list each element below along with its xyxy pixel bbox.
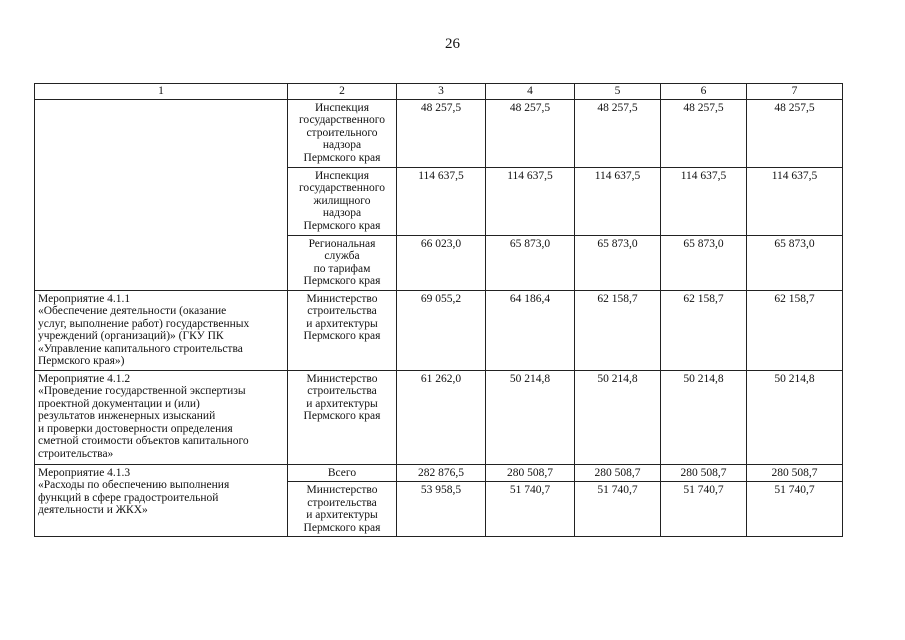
value-cell: 51 740,7 xyxy=(747,482,843,537)
value-cell: 65 873,0 xyxy=(747,235,843,290)
executor-cell: Инспекция государственного жилищного надзора Пермского края xyxy=(288,167,397,235)
value-cell: 51 740,7 xyxy=(661,482,747,537)
value-cell: 114 637,5 xyxy=(575,167,661,235)
value-cell: 280 508,7 xyxy=(661,464,747,482)
table-row xyxy=(35,370,843,464)
table-row xyxy=(35,464,843,482)
measure-cell: Мероприятие 4.1.2 «Проведение государственной экспертизы проектной документации и (или) результатов инженерных изысканий и проверки достоверности определения сметной стоимости объектов капитального строительства» xyxy=(35,370,288,464)
value-cell: 48 257,5 xyxy=(661,99,747,167)
value-cell: 48 257,5 xyxy=(397,99,486,167)
executor-cell: Инспекция государственного строительного надзора Пермского края xyxy=(288,99,397,167)
value-cell: 65 873,0 xyxy=(486,235,575,290)
value-cell: 50 214,8 xyxy=(747,370,843,464)
column-number-row xyxy=(35,84,843,100)
value-cell: 62 158,7 xyxy=(747,290,843,370)
value-cell: 280 508,7 xyxy=(575,464,661,482)
value-cell: 48 257,5 xyxy=(747,99,843,167)
column-number: 4 xyxy=(486,84,575,100)
value-cell: 280 508,7 xyxy=(747,464,843,482)
value-cell: 53 958,5 xyxy=(397,482,486,537)
value-cell: 51 740,7 xyxy=(575,482,661,537)
value-cell: 65 873,0 xyxy=(661,235,747,290)
page-number: 26 xyxy=(445,36,460,52)
executor-cell: Всего xyxy=(288,464,397,482)
executor-cell: Министерство строительства и архитектуры Пермского края xyxy=(288,290,397,370)
executor-cell: Региональная служба по тарифам Пермского края xyxy=(288,235,397,290)
value-cell: 61 262,0 xyxy=(397,370,486,464)
executor-cell: Министерство строительства и архитектуры Пермского края xyxy=(288,370,397,464)
budget-table xyxy=(34,83,843,537)
value-cell: 62 158,7 xyxy=(661,290,747,370)
value-cell: 114 637,5 xyxy=(397,167,486,235)
value-cell: 48 257,5 xyxy=(575,99,661,167)
column-number: 1 xyxy=(35,84,288,100)
table-row xyxy=(35,99,843,167)
value-cell: 50 214,8 xyxy=(486,370,575,464)
column-number: 5 xyxy=(575,84,661,100)
value-cell: 114 637,5 xyxy=(661,167,747,235)
table-row xyxy=(35,290,843,370)
column-number: 6 xyxy=(661,84,747,100)
executor-cell: Министерство строительства и архитектуры Пермского края xyxy=(288,482,397,537)
value-cell: 50 214,8 xyxy=(661,370,747,464)
value-cell: 282 876,5 xyxy=(397,464,486,482)
value-cell: 114 637,5 xyxy=(747,167,843,235)
column-number: 7 xyxy=(747,84,843,100)
column-number: 2 xyxy=(288,84,397,100)
value-cell: 62 158,7 xyxy=(575,290,661,370)
value-cell: 50 214,8 xyxy=(575,370,661,464)
value-cell: 69 055,2 xyxy=(397,290,486,370)
value-cell: 65 873,0 xyxy=(575,235,661,290)
value-cell: 48 257,5 xyxy=(486,99,575,167)
value-cell: 66 023,0 xyxy=(397,235,486,290)
measure-cell: Мероприятие 4.1.1 «Обеспечение деятельности (оказание услуг, выполнение работ) государственных учреждений (организаций)» (ГКУ ПК «Управление капитального строительства Пермского края») xyxy=(35,290,288,370)
value-cell: 51 740,7 xyxy=(486,482,575,537)
value-cell: 280 508,7 xyxy=(486,464,575,482)
value-cell: 114 637,5 xyxy=(486,167,575,235)
measure-cell: Мероприятие 4.1.3 «Расходы по обеспечению выполнения функций в сфере градостроительной деятельности и ЖКХ» xyxy=(35,464,288,537)
empty-measure-cell xyxy=(35,99,288,290)
column-number: 3 xyxy=(397,84,486,100)
value-cell: 64 186,4 xyxy=(486,290,575,370)
